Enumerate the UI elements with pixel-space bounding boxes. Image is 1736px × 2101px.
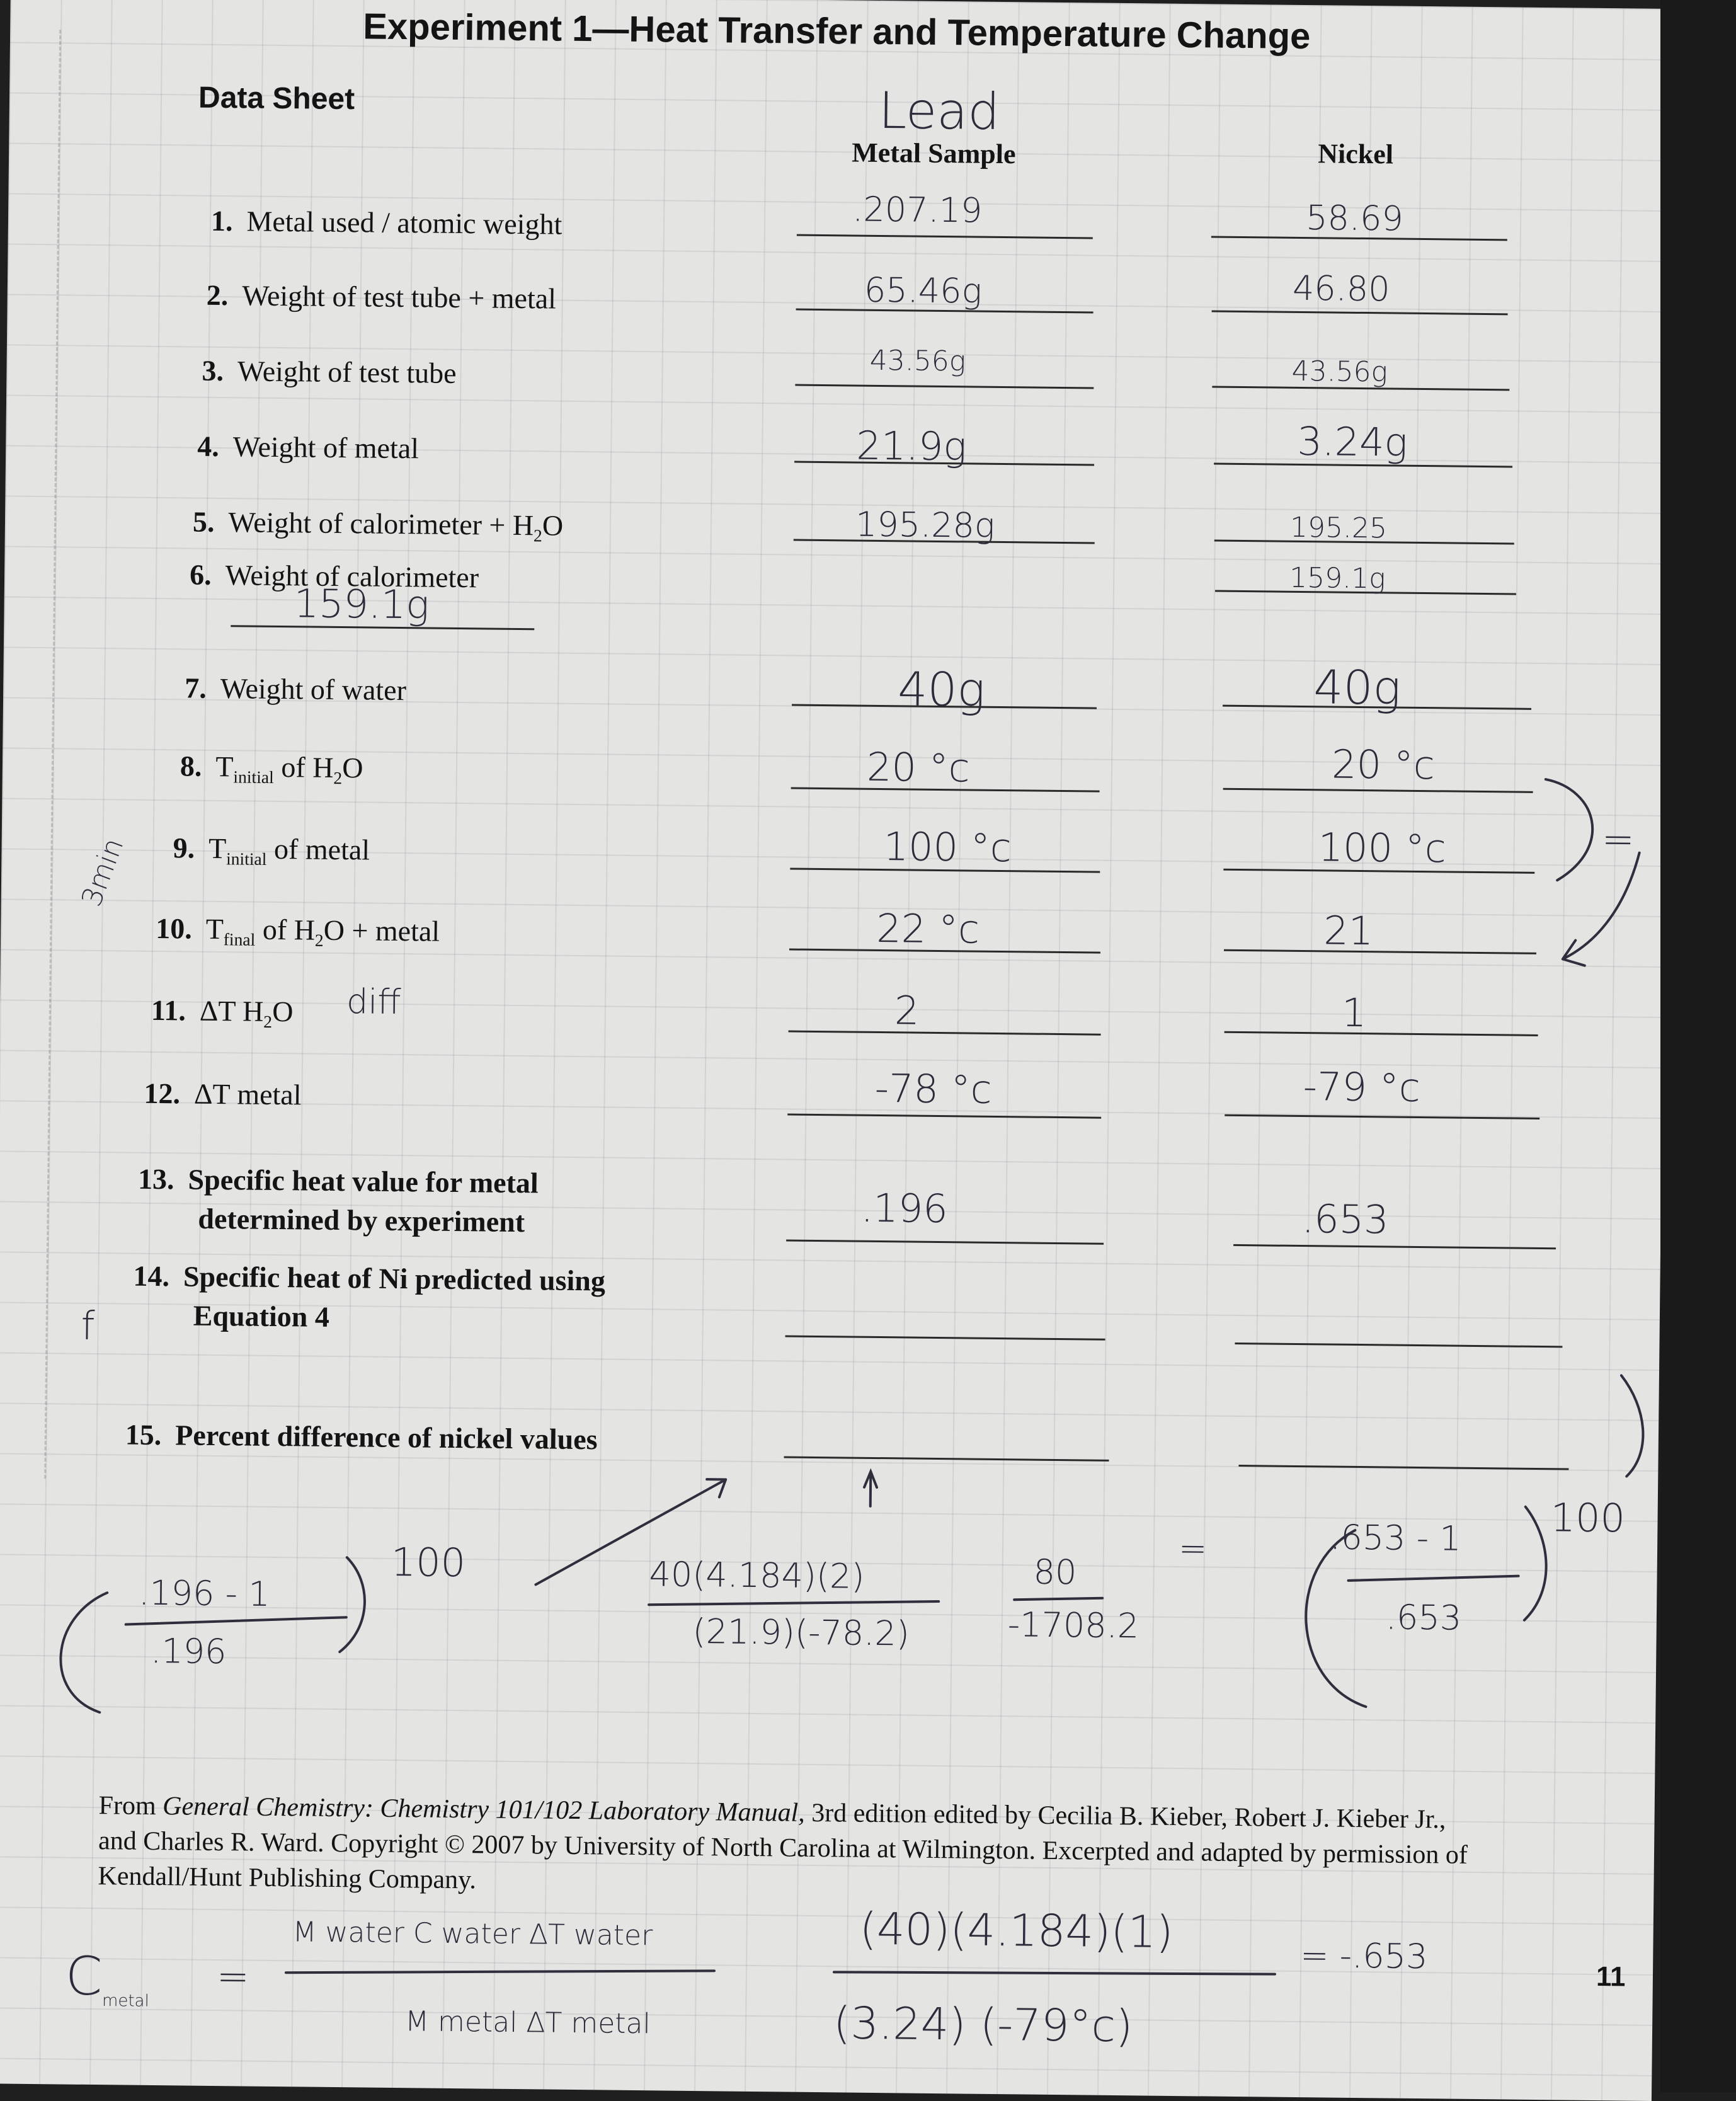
margin-note-diff: diff [346, 982, 401, 1022]
margin-note-f: f [81, 1302, 95, 1349]
formula-lhs: $C_{metal}$ [65, 1945, 149, 2011]
row-13-metal-line [786, 1239, 1104, 1244]
footer-credit-line-3: Kendall/Hunt Publishing Company. [98, 1862, 477, 1895]
calc-left-numerator: .196 - 1 [138, 1572, 270, 1614]
arrow-up-mid [864, 1472, 877, 1506]
row-3-metal-value: 43.56g [869, 344, 966, 378]
footer-credit-line-1: From General Chemistry: Chemistry 101/102 Laboratory Manual, 3rd edition edited by Cecilia B. Kieber, Robert J. Kieber Jr., [98, 1791, 1446, 1835]
arrow-to-row-10 [1563, 852, 1640, 966]
row-11-label: 11. ΔT $H_2O$ [151, 993, 294, 1032]
formula-denominator: M metal ΔT metal [404, 2005, 651, 2041]
column-header-metal-sample: Metal Sample [851, 137, 1016, 170]
row-1-label: 1. Metal used / atomic weight [210, 204, 562, 241]
calc-mid-equals: = [1178, 1528, 1208, 1569]
row-4-nickel-value: 3.24g [1297, 418, 1408, 466]
right-fraction-bar [1349, 1574, 1519, 1583]
row-13-metal-value: .196 [860, 1184, 949, 1232]
row-2-label: 2. Weight of test tube + metal [206, 278, 557, 315]
page-title: Experiment 1—Heat Transfer and Temperature Change [362, 6, 1311, 57]
row-10-metal-value: 22 °c [876, 905, 980, 953]
row-8-metal-value: 20 °c [866, 743, 971, 791]
row-11-nickel-line [1225, 1031, 1538, 1036]
row-3-nickel-value: 43.56g [1291, 355, 1388, 389]
row-12-metal-line [787, 1113, 1101, 1118]
formula-equals: = [216, 1953, 250, 2000]
row-1-metal-line [797, 234, 1093, 239]
row-2-metal-value: 65.46g [864, 270, 983, 311]
row-8-nickel-value: 20 °c [1331, 741, 1436, 789]
calc-right-multiplier: 100 [1550, 1494, 1626, 1542]
calc-small-denominator: -1708.2 [1007, 1605, 1139, 1646]
row-14-label-line2: Equation 4 [193, 1299, 330, 1333]
row-11-metal-line [789, 1030, 1101, 1035]
calc-mid-denominator: (21.9)(-78.2) [692, 1611, 910, 1654]
data-sheet-label: Data Sheet [198, 81, 355, 117]
row-13-nickel-line [1233, 1244, 1556, 1249]
row-11-nickel-value: 1 [1341, 989, 1367, 1036]
row-1-nickel-value: 58.69 [1305, 198, 1404, 239]
calc-left-denominator: .196 [150, 1630, 227, 1672]
row-2-nickel-value: 46.80 [1292, 268, 1390, 309]
row-12-nickel-value: -79 °c [1303, 1063, 1421, 1111]
bracket-row-15 [1620, 1375, 1643, 1476]
formula-numerator: M water C water ΔT water [292, 1916, 653, 1952]
row-7-metal-value: 40g [897, 662, 986, 718]
left-paren-open [60, 1592, 108, 1712]
row-6-metal-value: 159.1g [294, 580, 430, 628]
left-paren-close [340, 1557, 365, 1652]
row-6-label: 6. Weight of calorimeter [189, 558, 479, 594]
column-header-nickel: Nickel [1317, 138, 1394, 170]
row-5-label: 5. Weight of calorimeter + $H_2O$ [192, 505, 564, 546]
row-5-metal-value: 195.28g [855, 504, 995, 546]
mid-fraction-bar [649, 1598, 939, 1608]
row-14-label: 14. Specific heat of Ni predicted using [133, 1259, 606, 1297]
row-10-label: 10. $T_{final}$ of $H_2O$ + metal [156, 912, 440, 950]
row-9-metal-value: 100 °c [883, 823, 1012, 871]
row-14-nickel-line [1235, 1342, 1562, 1348]
row-9-nickel-value: 100 °c [1318, 824, 1447, 872]
row-11-metal-value: 2 [894, 987, 920, 1034]
row-7-label: 7. Weight of water [184, 672, 407, 707]
row-15-label: 15. Percent difference of nickel values [125, 1418, 598, 1456]
calc-left-multiplier: 100 [391, 1538, 466, 1586]
calc-mid-numerator: 40(4.184)(2) [649, 1554, 865, 1596]
row-6-nickel-value: 159.1g [1289, 561, 1386, 595]
margin-dashed-line [44, 30, 61, 1479]
row-4-metal-value: 21.9g [855, 422, 967, 470]
footer-credit-line-2: and Charles R. Ward. Copyright © 2007 by University of North Carolina at Wilmington. Excerpted and adapted by permission of [98, 1826, 1468, 1870]
row-2-nickel-line [1212, 310, 1508, 315]
formula-substituted-numerator: (40)(4.184)(1) [859, 1903, 1174, 1958]
page-number: 11 [1596, 1961, 1626, 1993]
row-13-nickel-value: .653 [1301, 1196, 1389, 1243]
row-13-label-line2: determined by experiment [198, 1202, 525, 1239]
formula-result: = -.653 [1299, 1935, 1428, 1977]
row-3-label: 3. Weight of test tube [202, 354, 457, 389]
margin-note-3min: 3min [75, 833, 130, 911]
calc-right-denominator: .653 [1385, 1597, 1462, 1638]
row-5-nickel-value: 195.25 [1289, 511, 1388, 545]
dark-background-edge [1660, 0, 1736, 2092]
row-13-label: 13. Specific heat value for metal [137, 1162, 539, 1199]
row-7-nickel-value: 40g [1313, 660, 1402, 716]
row-14-metal-line [785, 1335, 1105, 1340]
bracket-rows-8-10 [1545, 779, 1593, 881]
row-12-metal-value: -78 °c [874, 1065, 993, 1113]
row-12-label: 12. ΔT metal [144, 1077, 302, 1111]
row-15-metal-line [784, 1456, 1109, 1461]
row-9-label: 9. $T_{initial}$ of metal [173, 832, 370, 869]
row-8-nickel-line [1223, 788, 1533, 793]
row-10-nickel-value: 21 [1323, 907, 1374, 954]
formula-fraction-bar [286, 1966, 714, 1977]
calc-right-numerator: .653 - 1 [1329, 1517, 1461, 1559]
calc-small-numerator: 80 [1033, 1552, 1077, 1593]
row-8-label: 8. $T_{initial}$ of $H_2O$ [180, 750, 363, 788]
row-1-metal-value: .207.19 [852, 189, 983, 231]
margin-note-equals: = [1601, 816, 1635, 862]
right-paren-close [1524, 1507, 1547, 1620]
left-fraction-bar [126, 1615, 346, 1627]
row-12-nickel-line [1225, 1114, 1539, 1119]
small-fraction-bar [1014, 1597, 1102, 1600]
row-10-nickel-line [1224, 949, 1536, 954]
row-4-label: 4. Weight of metal [197, 430, 420, 465]
formula-sub-fraction-bar [834, 1969, 1275, 1976]
handwritten-metal-name: Lead [878, 81, 1000, 141]
row-15-nickel-line [1238, 1465, 1568, 1470]
row-3-metal-line [795, 384, 1094, 389]
formula-substituted-denominator: (3.24) (-79°c) [833, 1997, 1133, 2052]
